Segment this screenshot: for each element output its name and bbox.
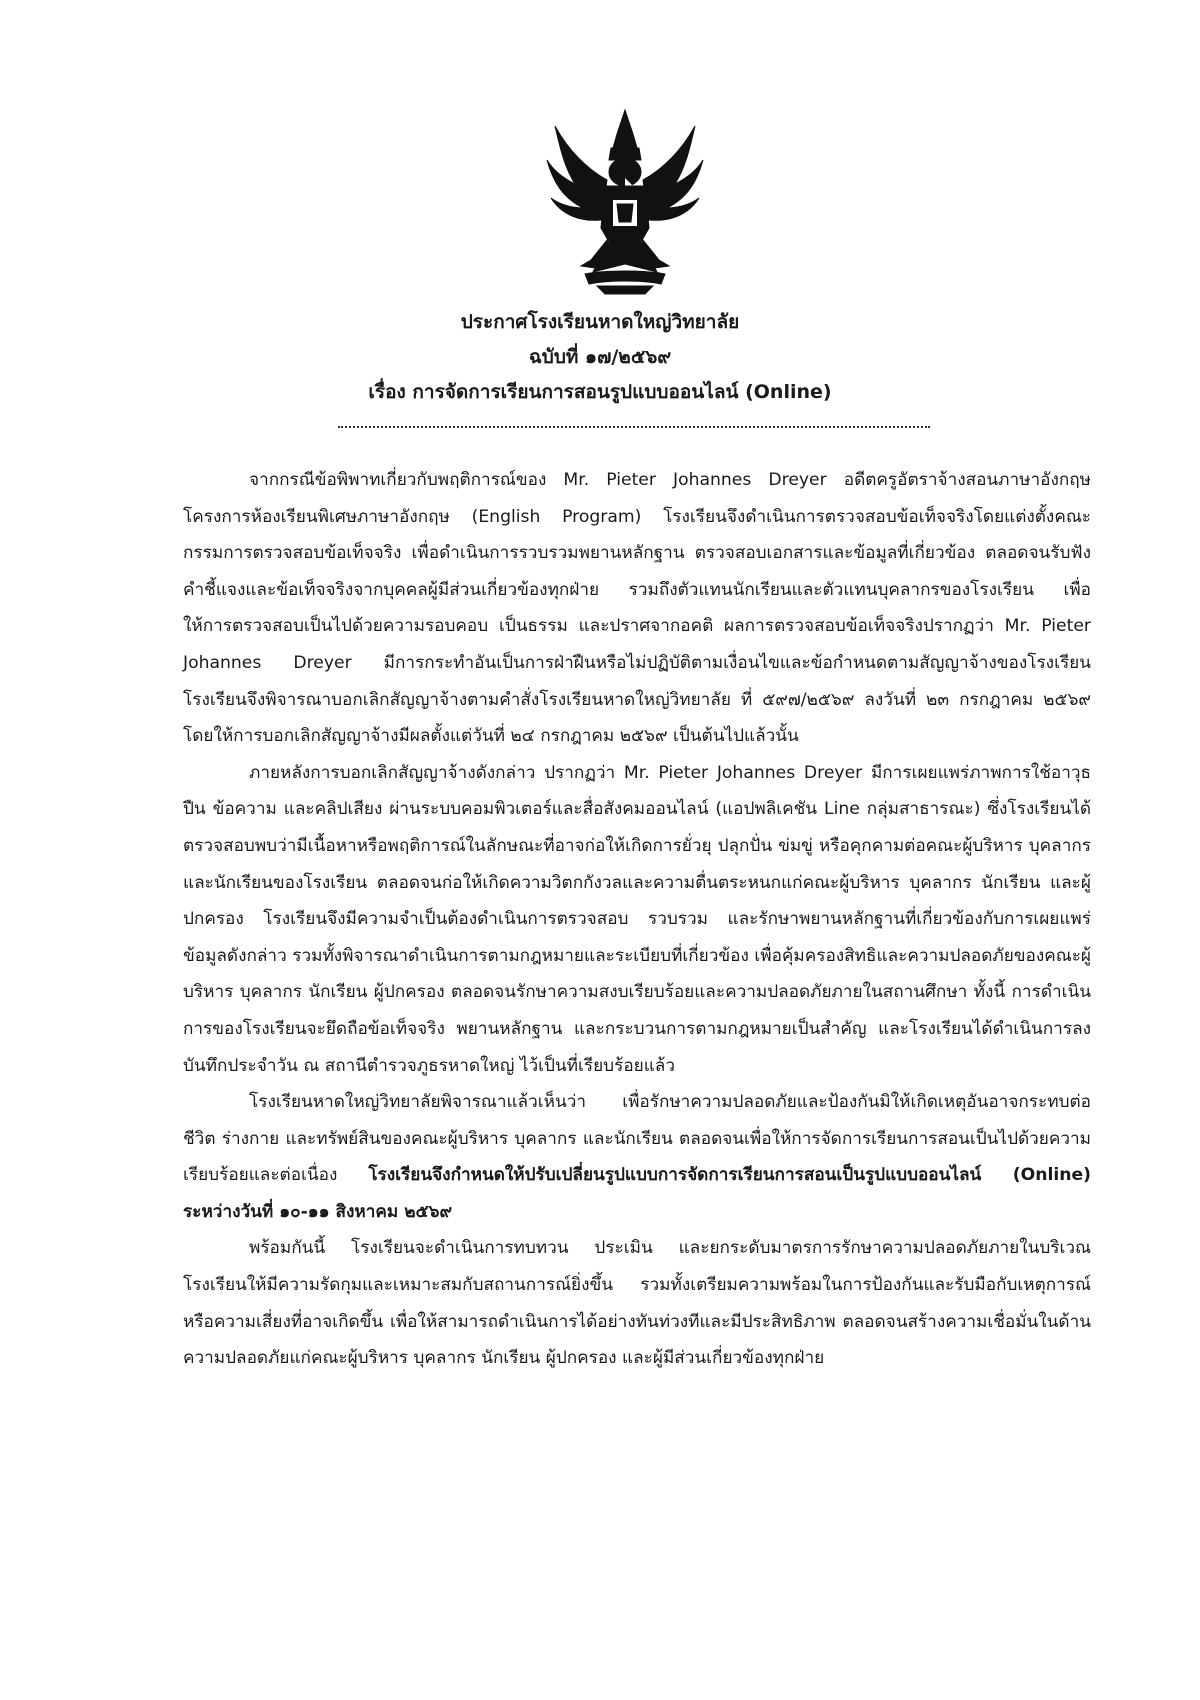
dotted-divider: [338, 426, 930, 428]
garuda-emblem-icon: [545, 108, 705, 296]
announcement-number: ฉบับที่ ๑๗/๒๕๖๙: [528, 346, 672, 368]
paragraph-3: [183, 1084, 1091, 1230]
paragraph-4: พร้อมกันนี้ โรงเรียนจะดำเนินการทบทวน ประเมิน และยกระดับมาตรการรักษาความปลอดภัยภายในบริเวณโรงเรียนให้มีความรัดกุมและเหมาะสมกับสถานการณ์ยิ่งขึ้น รวมทั้งเตรียมความพร้อมในการป้องกันและรับมือกับเหตุการณ์หรือความเสี่ยงที่อาจเกิดขึ้น เพื่อให้สามารถดำเนินการได้อย่างทันท่วงทีและมีประสิทธิภาพ ตลอดจนสร้างความเชื่อมั่นในด้านความปลอดภัยแก่คณะผู้บริหาร บุคลากร นักเรียน ผู้ปกครอง และผู้มีส่วนเกี่ยวข้องทุกฝ่าย: [183, 1238, 1091, 1369]
paragraph-2: ภายหลังการบอกเลิกสัญญาจ้างดังกล่าว ปรากฏว่า Mr. Pieter Johannes Dreyer มีการเผยแพร่ภาพการใช้อาวุธปืน ข้อความ และคลิปเสียง ผ่านระบบคอมพิวเตอร์และสื่อสังคมออนไลน์ (แอปพลิเคชัน Line กลุ่มสาธารณะ) ซึ่งโรงเรียนได้ตรวจสอบพบว่ามีเนื้อหาหรือพฤติการณ์ในลักษณะที่อาจก่อให้เกิดการยั่วยุ ปลุกปั่น ข่มขู่ หรือคุกคามต่อคณะผู้บริหาร บุคลากร และนักเรียนของโรงเรียน ตลอดจนก่อให้เกิดความวิตกกังวลและความตื่นตระหนกแก่คณะผู้บริหาร บุคลากร นักเรียน และผู้ปกครอง โรงเรียนจึงมีความจำเป็นต้องดำเนินการตรวจสอบ รวบรวม และรักษาพยานหลักฐานที่เกี่ยวข้องกับการเผยแพร่ข้อมูลดังกล่าว รวมทั้งพิจารณาดำเนินการตามกฎหมายและระเบียบที่เกี่ยวข้อง เพื่อคุ้มครองสิทธิและความปลอดภัยของคณะผู้บริหาร บุคลากร นักเรียน ผู้ปกครอง ตลอดจนรักษาความสงบเรียบร้อยและความปลอดภัยภายในสถานศึกษา ทั้งนี้ การดำเนินการของโรงเรียนจะยึดถือข้อเท็จจริง พยานหลักฐาน และกระบวนการตามกฎหมายเป็นสำคัญ และโรงเรียนได้ดำเนินการลงบันทึกประจำวัน ณ สถานีตำรวจภูธรหาดใหญ่ ไว้เป็นที่เรียบร้อยแล้ว: [183, 762, 1091, 1076]
announcement-subject: เรื่อง การจัดการเรียนการสอนรูปแบบออนไลน์ (Online): [368, 381, 832, 403]
paragraph-3-emphasis: โรงเรียนจึงกำหนดให้ปรับเปลี่ยนรูปแบบการจัดการเรียนการสอนเป็นรูปแบบออนไลน์ (Online) ระหว่างวันที่ ๑๐-๑๑ สิงหาคม ๒๕๖๙: [183, 1165, 1091, 1222]
paragraph-3-text: โรงเรียนหาดใหญ่วิทยาลัยพิจารณาแล้วเห็นว่า เพื่อรักษาความปลอดภัยและป้องกันมิให้เกิดเหตุอันอาจกระทบต่อชีวิต ร่างกาย และทรัพย์สินของคณะผู้บริหาร บุคลากร และนักเรียน ตลอดจนเพื่อให้การจัดการเรียนการสอนเป็นไปด้วยความเรียบร้อยและต่อเนื่อง: [183, 1092, 1091, 1186]
announcement-body: [183, 462, 1091, 1377]
announcement-title: ประกาศโรงเรียนหาดใหญ่วิทยาลัย: [460, 311, 740, 333]
paragraph-1: จากกรณีข้อพิพาทเกี่ยวกับพฤติการณ์ของ Mr. Pieter Johannes Dreyer อดีตครูอัตราจ้างสอนภาษาอังกฤษ โครงการห้องเรียนพิเศษภาษาอังกฤษ (English Program) โรงเรียนจึงดำเนินการตรวจสอบข้อเท็จจริงโดยแต่งตั้งคณะกรรมการตรวจสอบข้อเท็จจริง เพื่อดำเนินการรวบรวมพยานหลักฐาน ตรวจสอบเอกสารและข้อมูลที่เกี่ยวข้อง ตลอดจนรับฟังคำชี้แจงและข้อเท็จจริงจากบุคคลผู้มีส่วนเกี่ยวข้องทุกฝ่าย รวมถึงตัวแทนนักเรียนและตัวแทนบุคลากรของโรงเรียน เพื่อให้การตรวจสอบเป็นไปด้วยความรอบคอบ เป็นธรรม และปราศจากอคติ ผลการตรวจสอบข้อเท็จจริงปรากฏว่า Mr. Pieter Johannes Dreyer มีการกระทำอันเป็นการฝ่าฝืนหรือไม่ปฏิบัติตามเงื่อนไขและข้อกำหนดตามสัญญาจ้างของโรงเรียน โรงเรียนจึงพิจารณาบอกเลิกสัญญาจ้างตามคำสั่งโรงเรียนหาดใหญ่วิทยาลัย ที่ ๕๙๗/๒๕๖๙ ลงวันที่ ๒๓ กรกฎาคม ๒๕๖๙ โดยให้การบอกเลิกสัญญาจ้างมีผลตั้งแต่วันที่ ๒๔ กรกฎาคม ๒๕๖๙ เป็นต้นไปแล้วนั้น: [183, 470, 1091, 747]
